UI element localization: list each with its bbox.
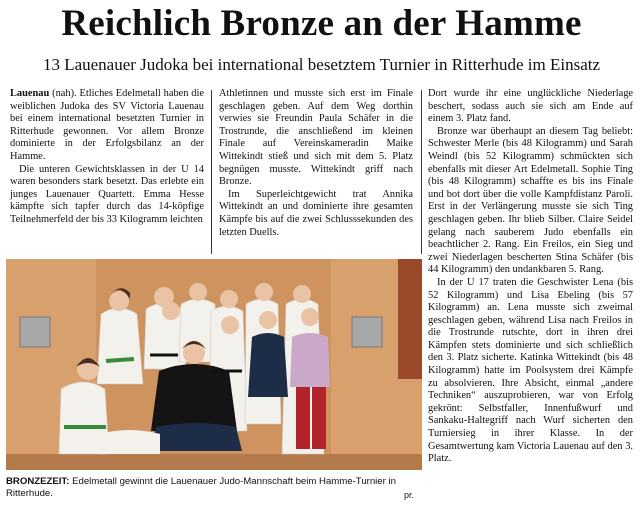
team-photo [6,259,422,470]
paragraph: Im Superleichtgewicht trat Annika Wittekindt an und dominierte ihre gesamten Kämpfe bis auf die zwei Schlusssekunden des letzten Duells. [219,188,413,238]
column-divider [421,90,422,254]
paragraph: Athletinnen und musste sich erst im Finale geschlagen geben. Auf dem Weg dorthin verwies sie Freundin Paula Schäfer in die Trostrunde, die anschließend im kleinen Finale auf Vereinskameradin Maike Wittekindt stieß und sich mit dem 5. Platz begnügen musste. Wittekindt griff nach Bronze. [219,88,413,188]
subheadline: 13 Lauenauer Judoka bei international besetztem Turnier in Ritterhude im Einsatz [42,55,601,74]
lead-paragraph [10,88,204,164]
photo-credit: pr. [404,490,415,500]
photo-caption [6,476,422,500]
paragraph: Bronze war überhaupt an diesem Tag beliebt: Schwester Merle (bis 48 Kilogramm) und Sarah Weindl (bis 52 Kilogramm) schmückten sich ebenfalls mit dieser Art Edelmetall. Sophie Ting (bis 48 Kilogramm) schaffte es bis ins Finale und bot dort über die volle Kampfdistanz Paroli. Erst in der Verlängerung musste sie sich Ting geschlagen geben. Ihr blieb Silber. Claire Seidel gelang nach sauberem Judo ebenfalls ein beachtlicher 2. Rang. Ein Freilos, ein Sieg und zwei Niederlagen bescherten Stina Schäfer (bis 44 Kilogramm) den undankbaren 5. Rang. [428,125,633,276]
article-column-2 [219,88,413,239]
team-photo-illustration [6,259,422,470]
headline: Reichlich Bronze an der Hamme [61,3,582,44]
caption-label: BRONZEZEIT: [6,476,70,487]
column-divider [211,90,212,254]
paragraph: In der U 17 traten die Geschwister Lena (bis 52 Kilogramm) und Lisa Ebeling (bis 57 Kilogramm) an. Lena musste sich zweimal geschlagen geben, während Lisa nach Freilos in die Trostrunde rutschte, dort in ihren drei Kämpfen stets dominierte und sich schließlich den 3. Platz sicherte. Katinka Wittekindt (bis 48 Kilogramm) hatte im Poolsystem drei Kämpfe zu absolvieren. Ihre Absicht, einmal „andere Techniken“ auszuprobieren, war von Erfolg gekrönt: Selbstfaller, Innenfußwurf und Sankaku-Haltegriff nach Wurf sicherten den Turniersieg in ihrer Klasse. In der Gesamtwertung kam Victoria Lauenau auf den 3. Platz. [428,276,633,465]
lead-text: (nah). Etliches Edelmetall haben die weiblichen Judoka des SV Victoria Lauenau bei einem international besetzten Turnier in Ritterhude gewonnen. Vor allem Bronze dominierte in der Erfolgsbilanz an der Hamme. [10,88,204,162]
paragraph: Dort wurde ihr eine unglückliche Niederlage beschert, sodass auch sie sich am Ende auf einem 3. Platz fand. [428,88,633,125]
dateline: Lauenau [10,88,50,99]
article-column-3 [428,88,633,466]
paragraph: Die unteren Gewichtsklassen in der U 14 waren besonders stark besetzt. Das erlebte ein junges Lauenauer Quartett. Emma Hesse kämpfte sich tapfer durch das 14-köpfige Teilnehmerfeld der bis 33 Kilogramm leichten [10,163,204,225]
article-column-1 [10,88,204,227]
caption-text: Edelmetall gewinnt die Lauenauer Judo-Mannschaft beim Hamme-Turnier in Ritterhude. [6,476,396,499]
